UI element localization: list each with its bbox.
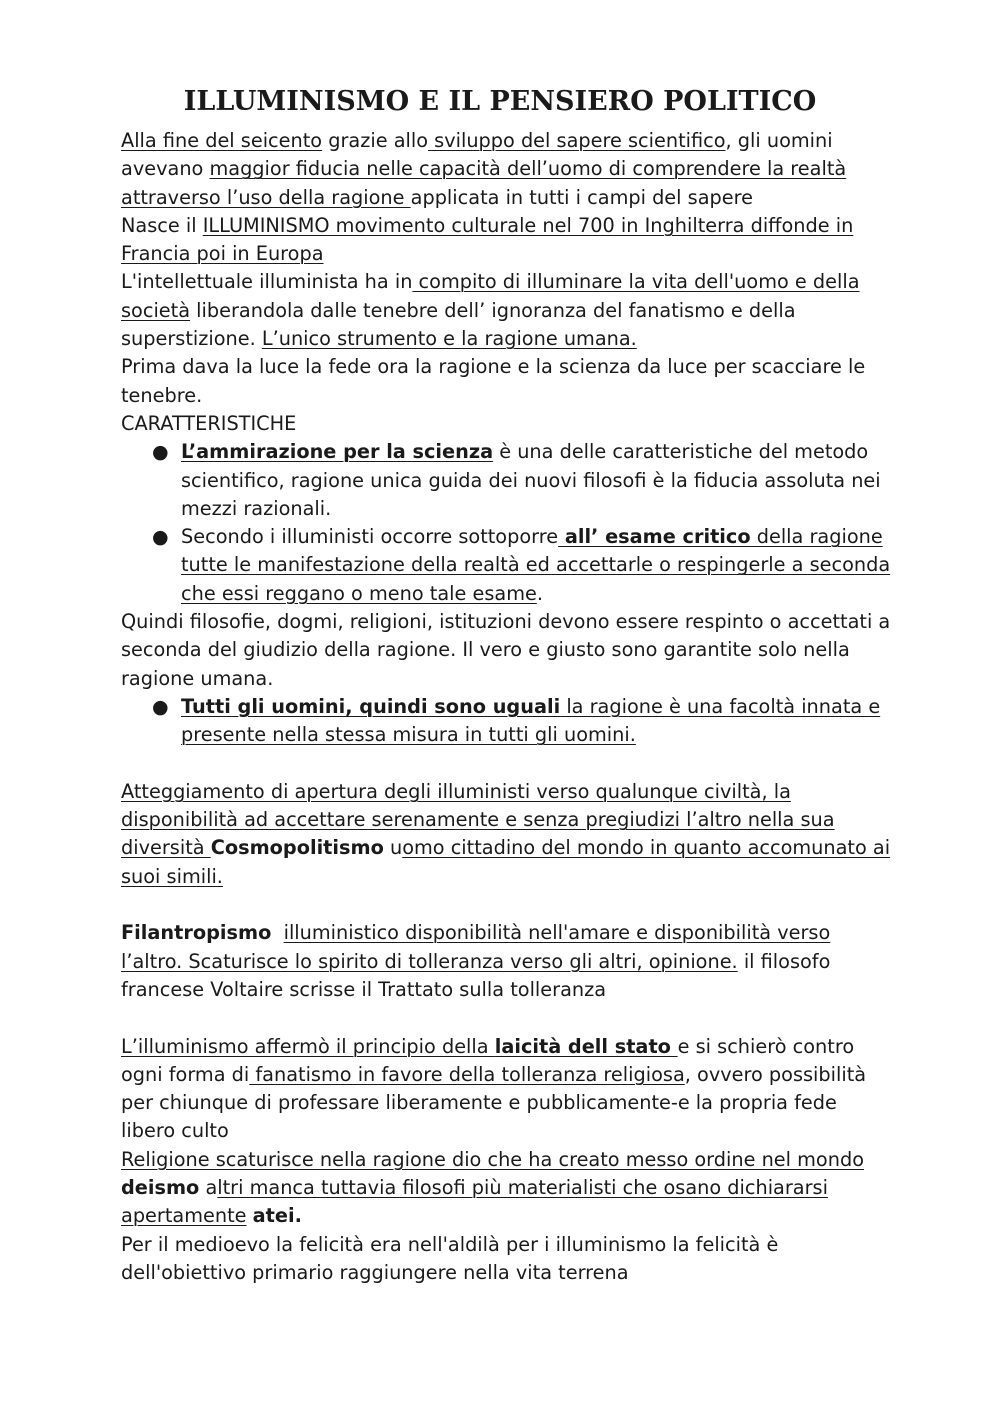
text-underlined: ILLUMINISMO movimento culturale nel 700 in Inghilterra diffonde in Francia poi in Europa: [121, 213, 854, 266]
text: , ovvero possibilità per chiunque di professare liberamente e pubblicamente-e la propria fede libero culto: [121, 1062, 867, 1143]
text-underlined: Religione scaturisce nella ragione dio che ha creato messo ordine nel mondo: [121, 1147, 864, 1171]
document-body: [121, 127, 891, 1287]
paragraph-deismo: [121, 1146, 891, 1231]
text-bold: Cosmopolitismo: [210, 836, 384, 860]
text-underlined: L’illuminismo affermò il principio della: [121, 1034, 495, 1058]
paragraph-nasce: [121, 212, 891, 269]
text: [271, 921, 283, 944]
text-bold-underlined: L’ammirazione per la scienza: [181, 440, 494, 464]
paragraph-laicita: [121, 1033, 891, 1146]
paragraph-luce: Prima dava la luce la fede ora la ragione e la scienza da luce per scacciare le tenebre.: [121, 355, 866, 407]
bullet-list-caratteristiche: [121, 438, 891, 608]
bullet-icon: ●: [152, 695, 169, 718]
text-bold: deismo: [121, 1175, 200, 1199]
paragraph-filantropismo: [121, 919, 891, 1004]
text-underlined: omo cittadino del mondo in quanto accomunato ai suoi simili.: [121, 836, 891, 888]
text: Nasce il: [121, 213, 203, 237]
paragraph-intellettuale: [121, 268, 891, 353]
text-underlined: Alla fine del seicento: [121, 129, 323, 152]
paragraph-quindi: Quindi filosofie, dogmi, religioni, istituzioni devono essere respinto o accettati a seconda del giudizio della ragione. Il vero e giusto sono garantite solo nella ragione umana.: [121, 610, 891, 690]
text: il filosofo francese Voltaire scrisse il Trattato sulla tolleranza: [121, 949, 831, 1001]
text-underlined: Atteggiamento di apertura degli illuministi verso qualunque civiltà, la disponibilità ad accettare serenamente e senza pregiudizi l’altro nella sua diversità: [121, 779, 835, 860]
blank-line: [121, 1004, 891, 1032]
paragraph-intro: [121, 127, 891, 212]
text: L'intellettuale illuminista ha in: [121, 270, 413, 294]
bullet-item-scienza: [121, 438, 891, 523]
text-underlined: maggior fiducia nelle capacità dell’uomo di comprendere la realtà attraverso l’uso della ragione: [121, 157, 847, 209]
document-title: ILLUMINISMO E IL PENSIERO POLITICO: [183, 86, 817, 117]
text-underlined: fanatismo in favore della tolleranza religiosa: [249, 1062, 685, 1086]
section-heading-caratteristiche: CARATTERISTICHE: [121, 411, 297, 435]
text-underlined: la ragione è una facoltà innata e presente nella stessa misura in tutti gli uomini.: [181, 694, 881, 747]
text: applicata in tutti i campi del sapere: [410, 185, 753, 209]
text-bold: atei.: [252, 1204, 302, 1228]
text: , gli uomini avevano: [121, 129, 833, 181]
blank-line: [121, 750, 891, 778]
bullet-item-esame-critico: [121, 523, 891, 608]
text-underlined: illuministico disponibilità nell'amare e disponibilità verso l’altro. Scaturisce lo spirito di tolleranza verso gli altri, opinione.: [121, 921, 831, 973]
text-underlined: sviluppo del sapere scientifico: [428, 129, 726, 152]
text: è una delle caratteristiche del metodo scientifico, ragione unica guida dei nuovi filosofi è la fiducia assoluta nei mezzi razionali.: [181, 440, 881, 520]
text-underlined: ltri manca tuttavia filosofi più materialisti che osano dichiararsi apertamente: [121, 1175, 828, 1228]
bullet-icon: ●: [152, 441, 169, 464]
blank-line: [121, 891, 891, 919]
text-underlined: compito di illuminare la vita dell'uomo e della società: [121, 270, 860, 322]
paragraph-felicita: Per il medioevo la felicità era nell'aldilà per i illuminismo la felicità è dell'obiettivo primario raggiungere nella vita terrena: [121, 1232, 779, 1284]
text: u: [383, 836, 403, 860]
text: e si schierò contro ogni forma di: [121, 1034, 855, 1086]
text-bold-underlined: Tutti gli uomini, quindi sono uguali: [181, 694, 561, 718]
text-underlined: della ragione tutte le manifestazione della realtà ed accettarle o respingerle a seconda che essi reggano o meno tale esame: [181, 525, 891, 605]
bullet-item-uguali: [121, 693, 891, 750]
text: a: [199, 1175, 218, 1199]
text: liberandola dalle tenebre dell’ ignoranza del fanatismo e della superstizione.: [121, 298, 796, 351]
text-bold-underlined: laicità dell stato: [494, 1034, 678, 1058]
bullet-icon: ●: [152, 526, 169, 549]
text: Secondo i illuministi occorre sottoporre: [181, 525, 559, 549]
bullet-list-uguali: [121, 693, 891, 750]
paragraph-cosmopolitismo: [121, 778, 891, 891]
text: grazie allo: [322, 129, 429, 152]
text-underlined: L’unico strumento e la ragione umana.: [261, 327, 637, 351]
text: .: [536, 581, 544, 605]
text-bold-underlined: all’ esame critico: [558, 525, 751, 549]
text-bold: Filantropismo: [121, 921, 272, 945]
